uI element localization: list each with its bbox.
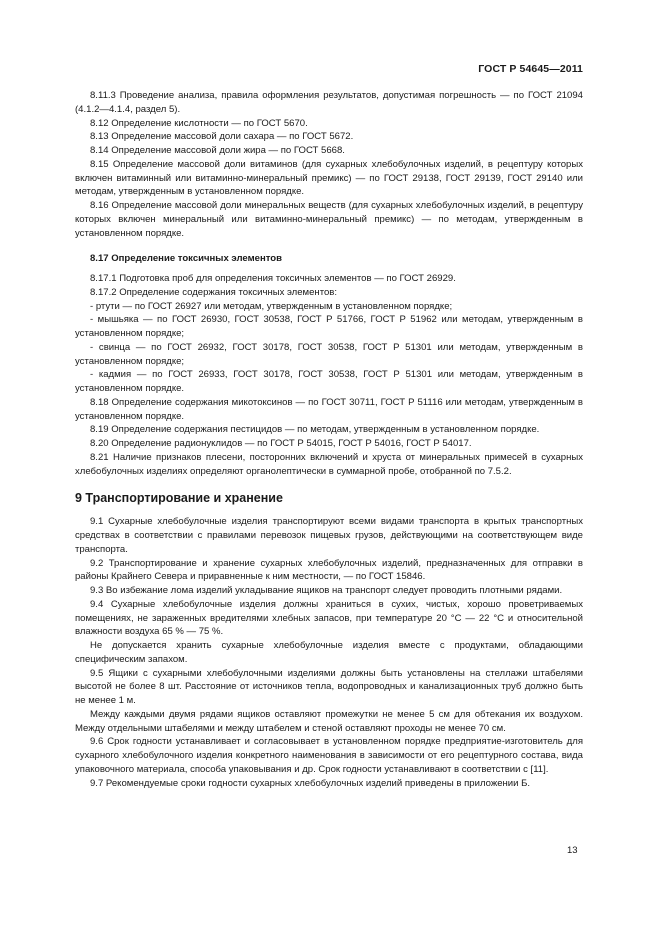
paragraph: 8.15 Определение массовой доли витаминов (для сухарных хлебобулочных изделий, в рецептуру которых включен витаминный или витаминно-минеральный премикс) — по ГОСТ 29138, ГОСТ 29139, ГОСТ 29140 или методам, утвержденным в установленном порядке. bbox=[75, 158, 583, 198]
list-item: - кадмия — по ГОСТ 26933, ГОСТ 30178, ГОСТ 30538, ГОСТ Р 51301 или методам, утвержденным в установленном порядке. bbox=[75, 369, 583, 394]
paragraph: 9.7 Рекомендуемые сроки годности сухарных хлебобулочных изделий приведены в приложении Б. bbox=[90, 777, 531, 789]
page-body bbox=[75, 89, 583, 790]
paragraph: 8.18 Определение содержания микотоксинов — по ГОСТ 30711, ГОСТ Р 51116 или методам, утвержденным в установленном порядке. bbox=[75, 396, 583, 422]
paragraph: 8.17.1 Подготовка проб для определения токсичных элементов — по ГОСТ 26929. bbox=[90, 273, 456, 284]
paragraph: 9.6 Срок годности устанавливает и согласовывает в установленном порядке предприятие-изготовитель для сухарного хлебобулочного изделия конкретного наименования в зависимости от его рецептурного состава, вида упаковочного материала, способа упаковывания и др. Срок годности устанавливают в соответствии с [11]. bbox=[75, 736, 583, 775]
paragraph: 9.2 Транспортирование и хранение сухарных хлебобулочных изделий, предназначенных для отправки в районы Крайнего Севера и приравненные к ним местности, — по ГОСТ 15846. bbox=[75, 557, 583, 583]
paragraph: 9.1 Сухарные хлебобулочные изделия транспортируют всеми видами транспорта в крытых транспортных средствах в соответствии с правилами перевозок пищевых грузов, действующими на соответствующем виде транспорта. bbox=[75, 516, 583, 555]
section-heading-9: 9 Транспортирование и хранение bbox=[75, 491, 283, 506]
paragraph: 8.14 Определение массовой доли жира — по ГОСТ 5668. bbox=[90, 145, 345, 156]
paragraph: 8.20 Определение радионуклидов — по ГОСТ Р 54015, ГОСТ Р 54016, ГОСТ Р 54017. bbox=[90, 438, 472, 449]
paragraph: 8.11.3 Проведение анализа, правила оформления результатов, допустимая погрешность — по ГОСТ 21094 (4.1.2—4.1.4, раздел 5). bbox=[75, 90, 583, 115]
paragraph: Между каждыми двумя рядами ящиков оставляют промежутки не менее 5 см для обтекания их воздухом. Между отдельными штабелями и между штабелем и стеной оставляют проходы не менее 70 см. bbox=[75, 708, 583, 734]
paragraph: 9.4 Сухарные хлебобулочные изделия должны храниться в сухих, чистых, хорошо проветриваемых помещениях, не зараженных вредителями хлебных запасов, при температуре 20 °С — 22 °С и относительной влажности воздуха 65 % — 75 %. bbox=[75, 598, 583, 638]
list-item: - ртути — по ГОСТ 26927 или методам, утвержденным в установленном порядке; bbox=[90, 300, 453, 312]
document-header: ГОСТ Р 54645—2011 bbox=[478, 63, 583, 75]
paragraph: 8.17.2 Определение содержания токсичных элементов: bbox=[90, 286, 337, 298]
page-number: 13 bbox=[567, 845, 578, 856]
paragraph: Не допускается хранить сухарные хлебобулочные изделия вместе с продуктами, обладающими специфическим запахом. bbox=[75, 640, 583, 665]
paragraph: 9.3 Во избежание лома изделий укладывание ящиков на транспорт следует проводить плотными рядами. bbox=[90, 585, 563, 596]
list-item: - мышьяка — по ГОСТ 26930, ГОСТ 30538, ГОСТ Р 51766, ГОСТ Р 51962 или методам, утвержденным в установленном порядке; bbox=[75, 314, 583, 339]
paragraph: 8.19 Определение содержания пестицидов — по методам, утвержденным в установленном порядке. bbox=[90, 424, 540, 436]
list-item: - свинца — по ГОСТ 26932, ГОСТ 30178, ГОСТ 30538, ГОСТ Р 51301 или методам, утвержденным в установленном порядке; bbox=[75, 341, 583, 367]
subsection-heading-8-17: 8.17 Определение токсичных элементов bbox=[90, 253, 282, 265]
paragraph: 9.5 Ящики с сухарными хлебобулочными изделиями должны быть установлены на стеллажи штабелями высотой не более 8 шт. Расстояние от источников тепла, водопроводных и канализационных труб должно быть не менее 1 м. bbox=[75, 667, 583, 706]
paragraph: 8.12 Определение кислотности — по ГОСТ 5670. bbox=[90, 117, 308, 129]
paragraph: 8.16 Определение массовой доли минеральных веществ (для сухарных хлебобулочных изделий, в рецептуру которых включен минеральный или витаминно-минеральный премикс) — по методам, утвержденным в установленном порядке. bbox=[75, 200, 583, 239]
paragraph: 8.21 Наличие признаков плесени, посторонних включений и хруста от минеральных примесей в сухарных хлебобулочных изделиях определяют органолептически в суммарной пробе, отобранной по 7.5.2. bbox=[75, 451, 583, 477]
paragraph: 8.13 Определение массовой доли сахара — по ГОСТ 5672. bbox=[90, 131, 354, 143]
